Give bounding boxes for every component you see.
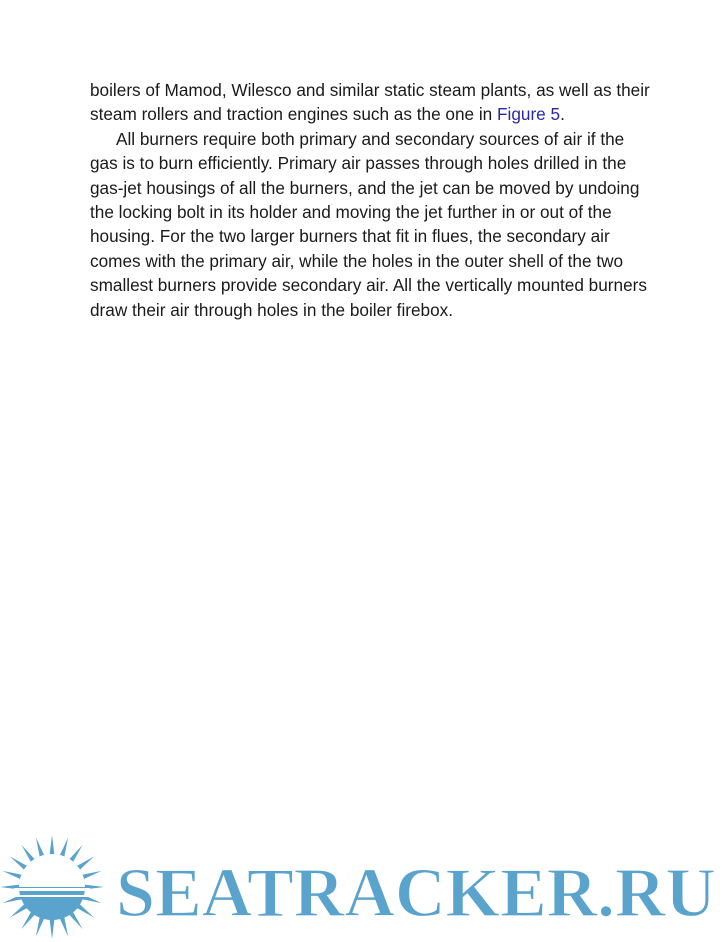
- page-body-text: [90, 78, 650, 322]
- paragraph-1-end: .: [560, 104, 565, 125]
- figure-5-link[interactable]: Figure 5: [497, 104, 561, 125]
- paragraph-1-text: boilers of Mamod, Wilesco and similar static steam plants, as well as their steam rollers and traction engines such as the one in: [90, 80, 650, 125]
- sun-icon: [0, 835, 104, 939]
- watermark-text: SEATRACKER.RU: [116, 855, 716, 932]
- paragraph-1: [90, 78, 650, 127]
- watermark-logo: [0, 832, 728, 942]
- sun-ray: [49, 917, 54, 939]
- sun-ray: [49, 835, 54, 857]
- paragraph-2: All burners require both primary and secondary sources of air if the gas is to burn efficiently. Primary air passes through holes drilled in the gas-jet housings of all the burners, and the jet can be moved by undoing the locking bolt in its holder and moving the jet further in or out of the housing. For the two larger burners that fit in flues, the secondary air comes with the primary air, while the holes in the outer shell of the two smallest burners provide secondary air. All the vertically mounted burners draw their air through holes in the boiler firebox.: [90, 128, 647, 320]
